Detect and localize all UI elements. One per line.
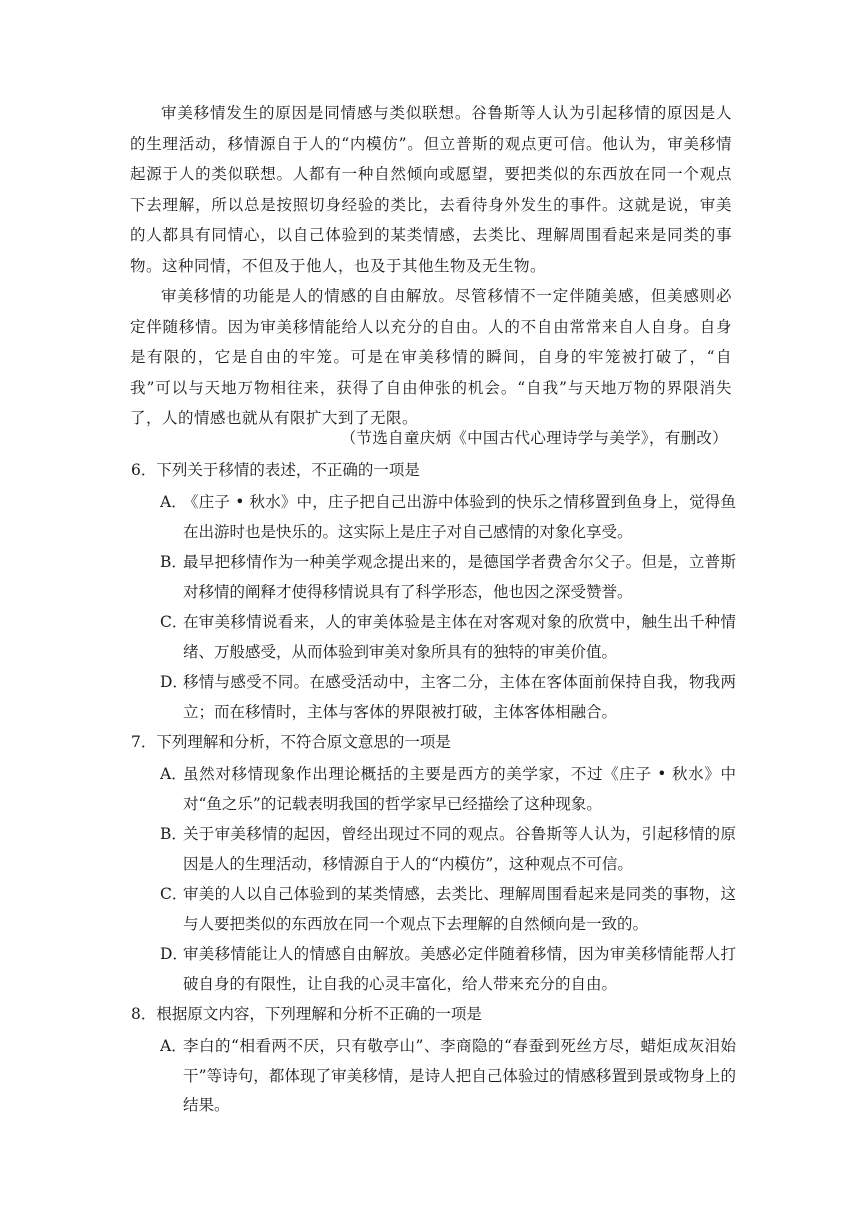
option-text: 最早把移情作为一种美学观念提出来的，是德国学者费舍尔父子。但是，立普斯对移情的阐释才使得移情说具有了科学形态，他也因之深受赞誉。: [183, 553, 736, 601]
option-text: 虽然对移情现象作出理论概括的主要是西方的美学家，不过《庄子 • 秋水》中对“鱼之乐”的记载表明我国的哲学家早已经描绘了这种现象。: [183, 765, 736, 813]
option-b: [0, 548, 860, 607]
question-stem: 6．下列关于移情的表述，不正确的一项是: [131, 461, 420, 479]
option-b: [0, 820, 860, 879]
question-stem: 8．根据原文内容，下列理解和分析不正确的一项是: [131, 1005, 482, 1023]
question-6: [0, 456, 860, 727]
option-letter: A．: [160, 1037, 187, 1055]
option-letter: A．: [160, 765, 187, 783]
option-text: 在审美移情说看来，人的审美体验是主体在对客观对象的欣赏中，触生出千种情绪、万般感受，从而体验到审美对象所具有的独特的审美价值。: [183, 613, 736, 661]
option-a: [0, 760, 860, 819]
option-a: [0, 1032, 860, 1121]
passage-paragraph-1: 审美移情发生的原因是同情感与类似联想。谷鲁斯等人认为引起移情的原因是人的生理活动，移情源自于人的“内模仿”。但立普斯的观点更可信。他认为，审美移情起源于人的类似联想。人都有一种自然倾向或愿望，要把类似的东西放在同一个观点下去理解，所以总是按照切身经验的类比，去看待身外发生的事件。这就是说，审美的人都具有同情心，以自己体验到的某类情感，去类比、理解周围看起来是同类的事物。这种同情，不但及于他人，也及于其他生物及无生物。: [130, 104, 732, 275]
option-letter: B．: [160, 825, 187, 843]
option-text: 审美的人以自己体验到的某类情感，去类比、理解周围看起来是同类的事物，这与人要把类似的东西放在同一个观点下去理解的自然倾向是一致的。: [183, 885, 736, 933]
option-d: [0, 668, 860, 727]
option-text: 审美移情能让人的情感自由解放。美感必定伴随着移情，因为审美移情能帮人打破自身的有限性，让自我的心灵丰富化，给人带来充分的自由。: [183, 945, 736, 993]
option-text: 《庄子 • 秋水》中，庄子把自己出游中体验到的快乐之情移置到鱼身上，觉得鱼在出游时也是快乐的。这实际上是庄子对自己感情的对象化享受。: [183, 493, 736, 541]
option-text: 关于审美移情的起因，曾经出现过不同的观点。谷鲁斯等人认为，引起移情的原因是人的生理活动，移情源自于人的“内模仿”，这种观点不可信。: [183, 825, 736, 873]
option-a: [0, 488, 860, 547]
option-letter: D．: [160, 673, 188, 691]
question-7: [0, 728, 860, 999]
option-d: [0, 940, 860, 999]
question-stem: 7．下列理解和分析，不符合原文意思的一项是: [131, 733, 451, 751]
option-text: 李白的“相看两不厌，只有敬亭山”、李商隐的“春蚕到死丝方尽，蜡炬成灰泪始干”等诗句，都体现了审美移情，是诗人把自己体验过的情感移置到景或物身上的结果。: [183, 1037, 736, 1114]
question-list: [0, 456, 860, 1122]
option-c: [0, 880, 860, 939]
option-c: [0, 608, 860, 667]
passage-source: （节选自童庆炳《中国古代心理诗学与美学》，有删改）: [340, 429, 728, 447]
option-letter: D．: [160, 945, 188, 963]
passage-paragraph-2: 审美移情的功能是人的情感的自由解放。尽管移情不一定伴随美感，但美感则必定伴随移情。因为审美移情能给人以充分的自由。人的不自由常常来自人自身。自身是有限的，它是自由的牢笼。可是在审美移情的瞬间，自身的牢笼被打破了，“自我”可以与天地万物相往来，获得了自由伸张的机会。“自我”与天地万物的界限消失了，人的情感也就从有限扩大到了无限。: [130, 287, 732, 427]
option-letter: A．: [160, 493, 187, 511]
option-letter: C．: [160, 885, 188, 903]
option-letter: C．: [160, 613, 188, 631]
option-text: 移情与感受不同。在感受活动中，主客二分，主体在客体面前保持自我，物我两立；而在移情时，主体与客体的界限被打破，主体客体相融合。: [183, 673, 736, 721]
question-8: [0, 1000, 860, 1121]
reading-passage: [0, 98, 860, 434]
option-letter: B．: [160, 553, 187, 571]
